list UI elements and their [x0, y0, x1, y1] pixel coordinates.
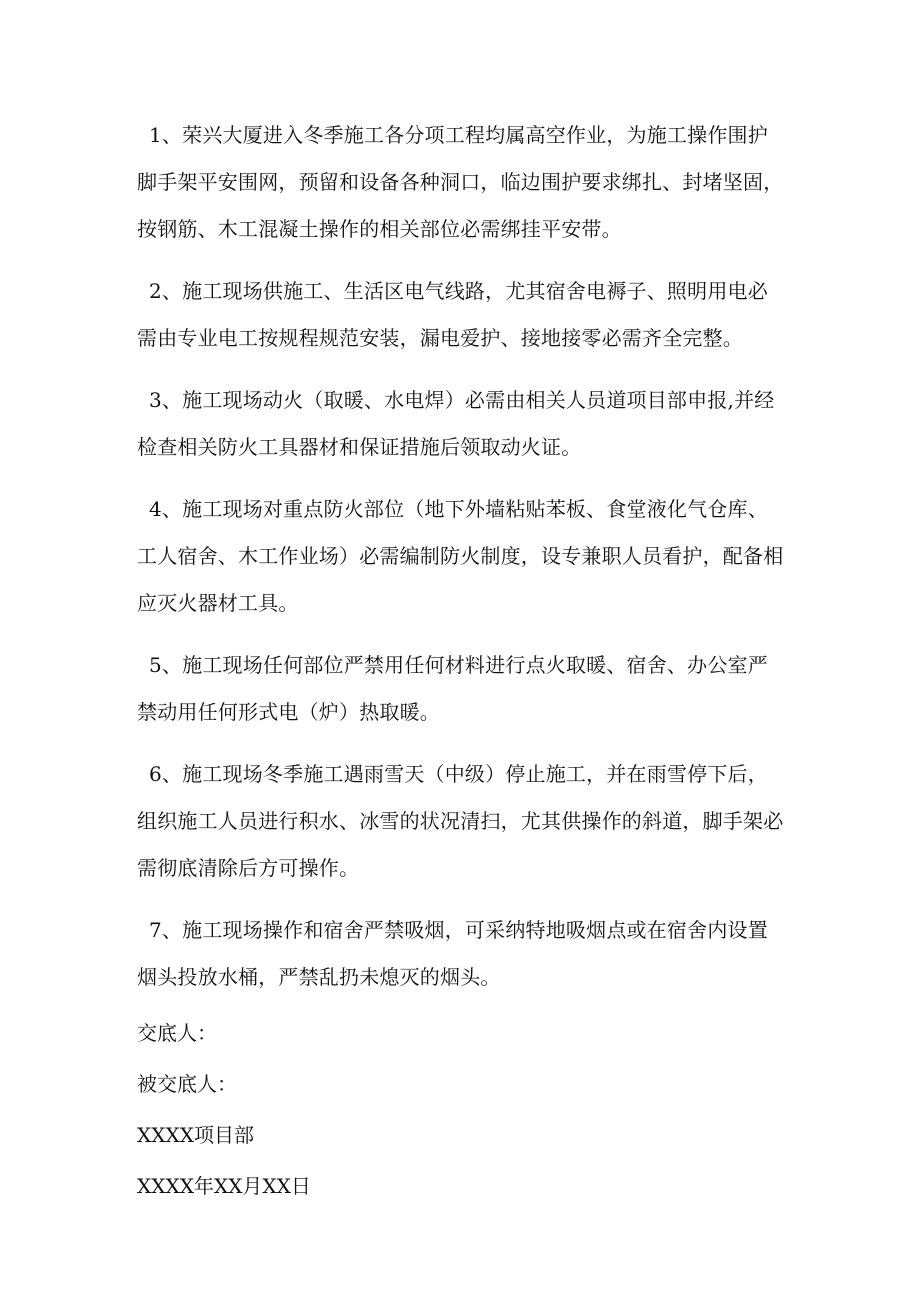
- safety-item-5: 5、施工现场任何部位严禁用任何材料进行点火取暖、宿舍、办公室严禁动用任何形式电（炉）热取暖。: [137, 653, 768, 724]
- date-label: XXXX年XX月XX日: [137, 1174, 311, 1198]
- safety-item-3: 3、施工现场动火（取暖、水电焊）必需由相关人员道项目部申报,并经检查相关防火工具器材和保证措施后领取动火证。: [137, 388, 775, 459]
- recipient-label: 被交底人：: [137, 1072, 237, 1096]
- discloser-label: 交底人：: [137, 1021, 217, 1045]
- safety-item-7: 7、施工现场操作和宿舍严禁吸烟，可采纳特地吸烟点或在宿舍内设置烟头投放水桶，严禁乱扔未熄灭的烟头。: [137, 918, 768, 989]
- safety-item-4: 4、施工现场对重点防火部位（地下外墙粘贴苯板、食堂液化气仓库、工人宿舍、木工作业场）必需编制防火制度，设专兼职人员看护，配备相应灭火器材工具。: [137, 497, 784, 615]
- department-label: XXXX项目部: [137, 1123, 254, 1147]
- safety-item-1: 1、荣兴大厦进入冬季施工各分项工程均属高空作业，为施工操作围护脚手架平安围网，预留和设备各种洞口，临边围护要求绑扎、封堵坚固，按钢筋、木工混凝土操作的相关部位必需绑挂平安带。: [137, 123, 784, 241]
- safety-item-6: 6、施工现场冬季施工遇雨雪天（中级）停止施工，并在雨雪停下后，组织施工人员进行积水、冰雪的状况清扫，尤其供操作的斜道，脚手架必需彻底清除后方可操作。: [137, 762, 784, 880]
- safety-item-2: 2、施工现场供施工、生活区电气线路，尤其宿舍电褥子、照明用电必需由专业电工按规程规范安装，漏电爱护、接地接零必需齐全完整。: [137, 279, 768, 350]
- document-body: [137, 112, 787, 1220]
